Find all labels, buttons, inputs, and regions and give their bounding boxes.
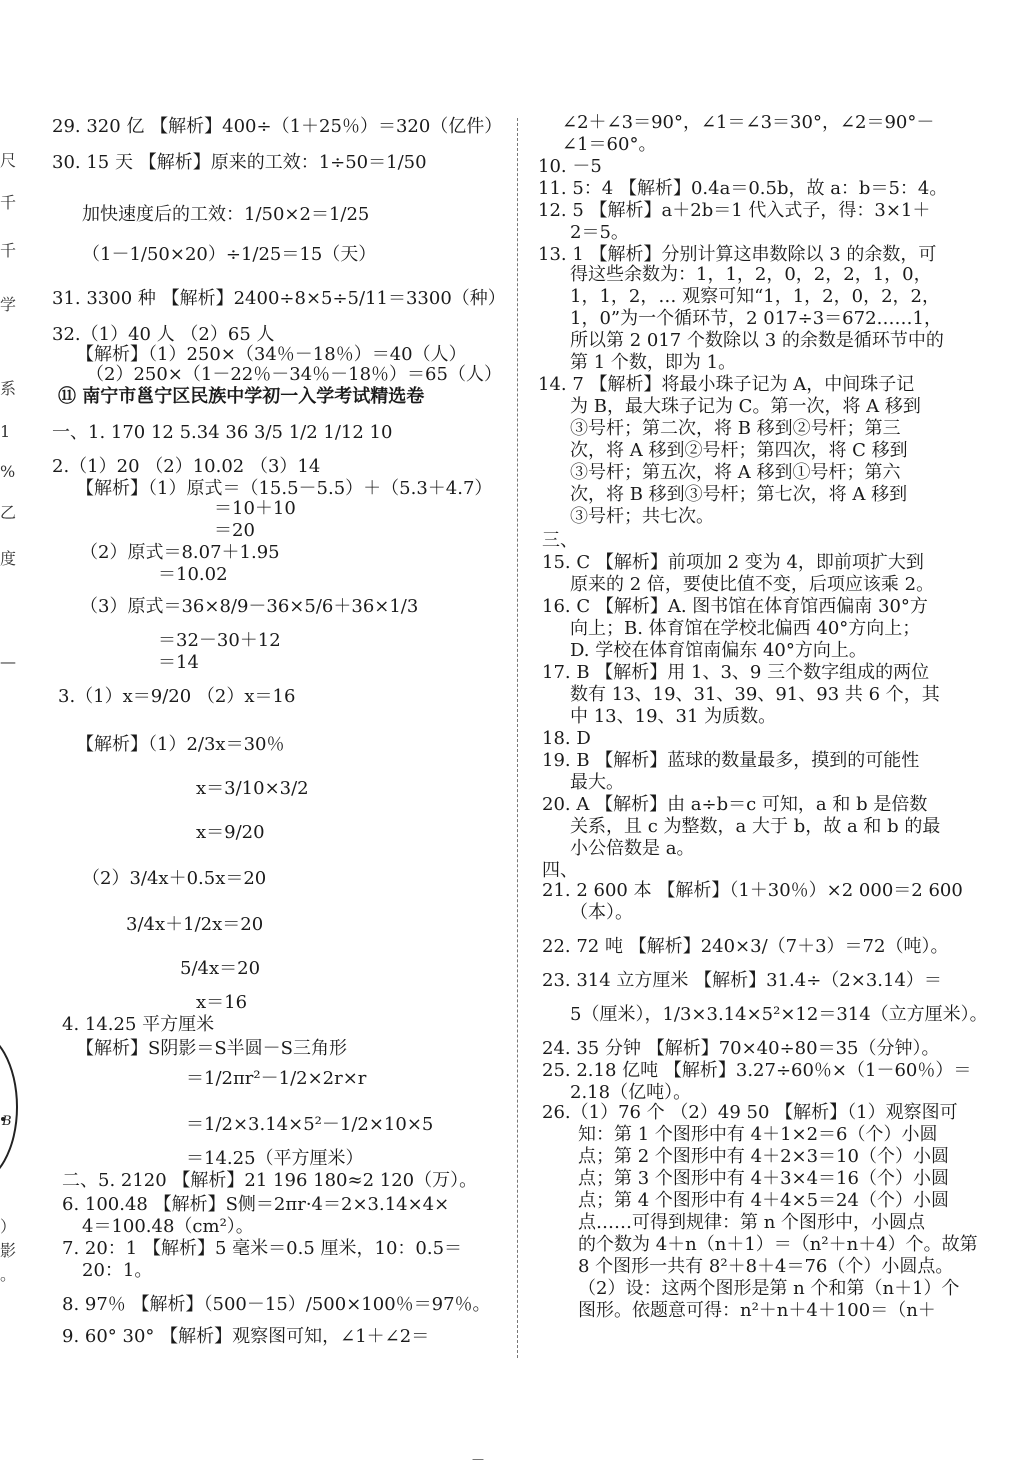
answer-line: 8 个图形一共有 8²＋8＋4＝76（个）小圆点。 <box>578 1256 954 1277</box>
answer-line: 二、5. 2120 【解析】21 196 180≈2 120（万）。 <box>62 1170 478 1191</box>
figure-point-label: B <box>2 1114 12 1129</box>
answer-line: 2＝5。 <box>570 222 629 243</box>
answer-line: 【解析】（1）原式＝（15.5－5.5）＋（5.3＋4.7） <box>76 478 493 499</box>
answer-line: 次，将 B 移到③号杆；第七次，将 A 移到 <box>570 484 908 505</box>
answer-line: （2）3/4x＋0.5x＝20 <box>82 868 267 889</box>
answer-line: 2.（1）20 （2）10.02 （3）14 <box>52 456 321 477</box>
answer-line: ＝20 <box>214 520 255 541</box>
answer-line: 所以第 2 017 个数除以 3 的余数是循环节中的 <box>570 330 944 351</box>
answer-line: 为 B，最大珠子记为 C。第一次，将 A 移到 <box>570 396 921 417</box>
answer-line: 加快速度后的工效：1/50×2＝1/25 <box>82 204 370 225</box>
answer-line: 关系，且 c 为整数，a 大于 b，故 a 和 b 的最 <box>570 816 941 837</box>
answer-line: 12. 5 【解析】a＋2b＝1 代入式子，得：3×1＋ <box>538 200 931 221</box>
answer-line: 22. 72 吨 【解析】240×3/（7＋3）＝72（吨）。 <box>542 936 949 957</box>
answer-line: 知：第 1 个图形中有 4＋1×2＝6（个）小圆 <box>578 1124 938 1145</box>
answer-line: 【解析】S阴影＝S半圆－S三角形 <box>76 1038 347 1059</box>
answer-line: 15. C 【解析】前项加 2 变为 4，即前项扩大到 <box>542 552 924 573</box>
answer-line: 2.18（亿吨）。 <box>570 1082 692 1103</box>
answer-line: x＝3/10×3/2 <box>196 778 309 799</box>
page-number: — <box>472 1452 484 1466</box>
answer-line: （2）250×（1－22％－34％－18％）＝65（人） <box>86 364 502 385</box>
answer-line: ＝10.02 <box>158 564 228 585</box>
edge-fragment: 学 <box>0 295 17 314</box>
answer-line: 【解析】（1）2/3x＝30％ <box>76 734 285 755</box>
answer-line: D. 学校在体育馆南偏东 40°方向上。 <box>570 640 867 661</box>
edge-fragment: 度 <box>0 549 17 568</box>
answer-line: 【解析】（1）250×（34％－18％）＝40（人） <box>76 344 467 365</box>
answer-line: 6. 100.48 【解析】S侧＝2πr·4＝2×3.14×4× <box>62 1194 450 1215</box>
edge-fragment: — <box>0 652 16 671</box>
answer-line: 5（厘米），1/3×3.14×5²×12＝314（立方厘米）。 <box>570 1004 988 1025</box>
edge-fragment: 影 <box>0 1241 17 1260</box>
answer-line: 32.（1）40 人 （2）65 人 <box>52 324 275 345</box>
answer-line: 1，1，2，… 观察可知“1，1，2，0，2，2， <box>570 286 940 307</box>
answer-line: 点……可得到规律：第 n 个图形中，小圆点 <box>578 1212 926 1233</box>
answer-line: 一、1. 170 12 5.34 36 3/5 1/2 1/12 10 <box>52 422 393 443</box>
edge-fragment: 乙 <box>0 503 17 522</box>
answer-line: 31. 3300 种 【解析】2400÷8×5÷5/11＝3300（种） <box>52 288 506 309</box>
answer-line: 25. 2.18 亿吨 【解析】3.27÷60％×（1－60％）＝ <box>542 1060 972 1081</box>
answer-line: 图形。依题意可得：n²＋n＋4＋100＝（n＋ <box>578 1300 936 1321</box>
answer-line: 3/4x＋1/2x＝20 <box>126 914 264 935</box>
answer-line: ＝1/2×3.14×5²－1/2×10×5 <box>186 1114 434 1135</box>
answer-line: 第 1 个数，即为 1。 <box>570 352 737 373</box>
answer-line: 24. 35 分钟 【解析】70×40÷80＝35（分钟）。 <box>542 1038 940 1059</box>
answer-line: 点；第 2 个图形中有 4＋2×3＝10（个）小圆 <box>578 1146 949 1167</box>
answer-line: ＝10＋10 <box>214 498 296 519</box>
answer-line: ③号杆；第五次，将 A 移到①号杆；第六 <box>570 462 901 483</box>
answer-line: 原来的 2 倍，要使比值不变，后项应该乘 2。 <box>570 574 935 595</box>
answer-line: x＝16 <box>196 992 248 1013</box>
answer-line: ∠2＋∠3＝90°，∠1＝∠3＝30°，∠2＝90°－ <box>562 112 935 133</box>
answer-line: 29. 320 亿 【解析】400÷（1＋25％）＝320（亿件） <box>52 116 503 137</box>
edge-fragment: ） <box>0 1217 17 1236</box>
answer-line: 13. 1 【解析】分别计算这串数除以 3 的余数，可 <box>538 244 937 265</box>
answer-line: 11. 5：4 【解析】0.4a＝0.5b，故 a：b＝5：4。 <box>538 178 948 199</box>
answer-line: 20：1。 <box>82 1260 153 1281</box>
answer-line: （2）原式＝8.07＋1.95 <box>80 542 280 563</box>
answer-line: ＝14 <box>158 652 199 673</box>
answer-line: 21. 2 600 本 【解析】（1＋30％）×2 000＝2 600 <box>542 880 963 901</box>
right-column <box>528 0 998 1475</box>
answer-line: 16. C 【解析】A. 图书馆在体育馆西偏南 30°方 <box>542 596 928 617</box>
column-divider <box>517 118 518 1358</box>
answer-line: 30. 15 天 【解析】原来的工效：1÷50＝1/50 <box>52 152 427 173</box>
edge-fragment: 尺 <box>0 151 17 170</box>
answer-line: 得这些余数为：1，1，2，0，2，2，1，0， <box>570 264 932 285</box>
answer-line: 17. B 【解析】用 1、3、9 三个数字组成的两位 <box>542 662 930 683</box>
edge-fragment: 1 <box>0 422 11 441</box>
answer-line: 次，将 A 移到②号杆；第四次，将 C 移到 <box>570 440 908 461</box>
section-heading: 三、 <box>542 530 578 551</box>
answer-line: （1－1/50×20）÷1/25＝15（天） <box>82 244 377 265</box>
edge-fragment: 千 <box>0 241 17 260</box>
answer-line: 8. 97％ 【解析】（500－15）/500×100％＝97％。 <box>62 1294 491 1315</box>
edge-fragment: 。 <box>0 1265 17 1284</box>
edge-fragment: 系 <box>0 379 17 398</box>
answer-line: ＝32－30＋12 <box>158 630 281 651</box>
answer-line: 小公倍数是 a。 <box>570 838 695 859</box>
edge-fragment: 千 <box>0 193 17 212</box>
answer-line: 向上；B. 体育馆在学校北偏西 40°方向上； <box>570 618 921 639</box>
answer-line: ∠1＝60°。 <box>562 134 657 155</box>
answer-line: 14. 7 【解析】将最小珠子记为 A，中间珠子记 <box>538 374 915 395</box>
answer-line: ③号杆；共七次。 <box>570 506 714 527</box>
answer-line: x＝9/20 <box>196 822 265 843</box>
answer-line: 23. 314 立方厘米 【解析】31.4÷（2×3.14）＝ <box>542 970 942 991</box>
answer-line: 点；第 4 个图形中有 4＋4×5＝24（个）小圆 <box>578 1190 949 1211</box>
answer-line: 10. －5 <box>538 156 602 177</box>
answer-line: 7. 20：1 【解析】5 毫米＝0.5 厘米，10：0.5＝ <box>62 1238 463 1259</box>
answer-line: ＝14.25（平方厘米） <box>186 1148 364 1169</box>
answer-line: 中 13、19、31 为质数。 <box>570 706 777 727</box>
answer-line: ＝1/2πr²－1/2×2r×r <box>186 1068 367 1089</box>
answer-line: 点；第 3 个图形中有 4＋3×4＝16（个）小圆 <box>578 1168 949 1189</box>
answer-line: 20. A 【解析】由 a÷b＝c 可知，a 和 b 是倍数 <box>542 794 928 815</box>
answer-line: 最大。 <box>570 772 624 793</box>
answer-line: 18. D <box>542 728 591 749</box>
answer-line: 数有 13、19、31、39、91、93 共 6 个，其 <box>570 684 940 705</box>
answer-line: 5/4x＝20 <box>180 958 261 979</box>
answer-line: （3）原式＝36×8/9－36×5/6＋36×1/3 <box>80 596 419 617</box>
edge-fragment: % <box>0 462 16 481</box>
answer-line: 19. B 【解析】蓝球的数量最多，摸到的可能性 <box>542 750 920 771</box>
answer-line: 26.（1）76 个 （2）49 50 【解析】（1）观察图可 <box>542 1102 958 1123</box>
answer-line: 4＝100.48（cm²）。 <box>82 1216 254 1237</box>
section-title: ⑪ 南宁市邕宁区民族中学初一入学考试精选卷 <box>58 386 425 407</box>
answer-line: （本）。 <box>570 902 633 923</box>
answer-line: 3.（1）x＝9/20 （2）x＝16 <box>58 686 296 707</box>
answer-line: 4. 14.25 平方厘米 <box>62 1014 215 1035</box>
answer-line: （2）设：这两个图形是第 n 个和第（n＋1）个 <box>578 1278 960 1299</box>
answer-line: 9. 60° 30° 【解析】观察图可知，∠1＋∠2＝ <box>62 1326 430 1347</box>
answer-line: 的个数为 4＋n（n＋1）＝（n²＋n＋4）个。故第 <box>578 1234 978 1255</box>
answer-line: ③号杆；第二次，将 B 移到②号杆；第三 <box>570 418 901 439</box>
section-heading: 四、 <box>542 860 578 881</box>
answer-line: 1，0”为一个循环节，2 017÷3＝672……1， <box>570 308 942 329</box>
